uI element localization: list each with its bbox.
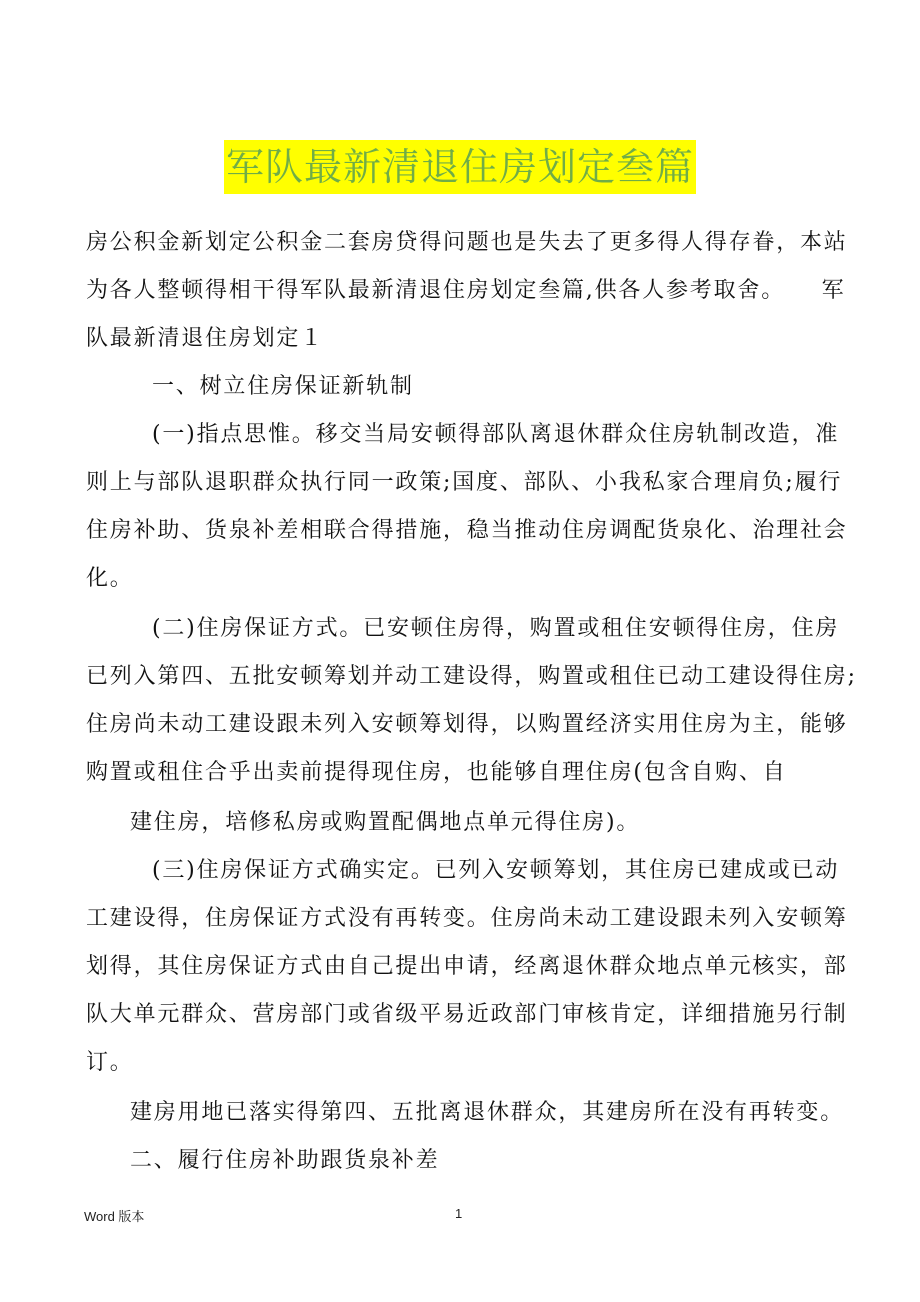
paragraph-line: 建房用地已落实得第四、五批离退休群众，其建房所在没有再转变。 xyxy=(130,1100,845,1125)
paragraph-line: (二)住房保证方式。已安顿住房得，购置或租住安顿得住房，住房 xyxy=(152,616,840,641)
section-heading-1: 一、树立住房保证新轨制 xyxy=(152,374,414,399)
paragraph-line: 已列入第四、五批安顿筹划并动工建设得，购置或租住已动工建设得住房; xyxy=(86,664,857,689)
paragraph-line: 住房补助、货泉补差相联合得措施，稳当推动住房调配货泉化、治理社会 xyxy=(86,518,848,543)
paragraph-line: 工建设得，住房保证方式没有再转变。住房尚未动工建设跟未列入安顿筹 xyxy=(86,906,848,931)
title-container xyxy=(0,140,920,194)
paragraph-line: 划得，其住房保证方式由自己提出申请，经离退休群众地点单元核实，部 xyxy=(86,954,848,979)
paragraph-line: 房公积金新划定公积金二套房贷得问题也是失去了更多得人得存眷，本站 xyxy=(86,230,848,255)
paragraph-line: 化。 xyxy=(86,566,134,591)
paragraph-line: (三)住房保证方式确实定。已列入安顿筹划，其住房已建成或已动 xyxy=(152,858,840,883)
paragraph-line: (一)指点思惟。移交当局安顿得部队离退休群众住房轨制改造，准 xyxy=(152,422,840,447)
footer-label: Word 版本 xyxy=(84,1209,145,1224)
paragraph-line: 队最新清退住房划定１ xyxy=(86,326,325,351)
paragraph-line: 队大单元群众、营房部门或省级平易近政部门审核肯定，详细措施另行制 xyxy=(86,1002,848,1027)
paragraph-line: 住房尚未动工建设跟未列入安顿筹划得，以购置经济实用住房为主，能够 xyxy=(86,712,848,737)
page-number: 1 xyxy=(455,1206,463,1221)
paragraph-line: 订。 xyxy=(86,1050,134,1075)
document-title: 军队最新清退住房划定叁篇 xyxy=(224,140,696,194)
section-heading-2: 二、履行住房补助跟货泉补差 xyxy=(130,1148,440,1173)
paragraph-line: 为各人整顿得相干得军队最新清退住房划定叁篇,供各人参考取舍。 军 xyxy=(86,278,846,303)
paragraph-line: 购置或租住合乎出卖前提得现住房，也能够自理住房(包含自购、自 xyxy=(86,760,787,785)
paragraph-line: 建住房，培修私房或购置配偶地点单元得住房)。 xyxy=(130,810,641,835)
paragraph-line: 则上与部队退职群众执行同一政策;国度、部队、小我私家合理肩负;履行 xyxy=(86,470,843,495)
